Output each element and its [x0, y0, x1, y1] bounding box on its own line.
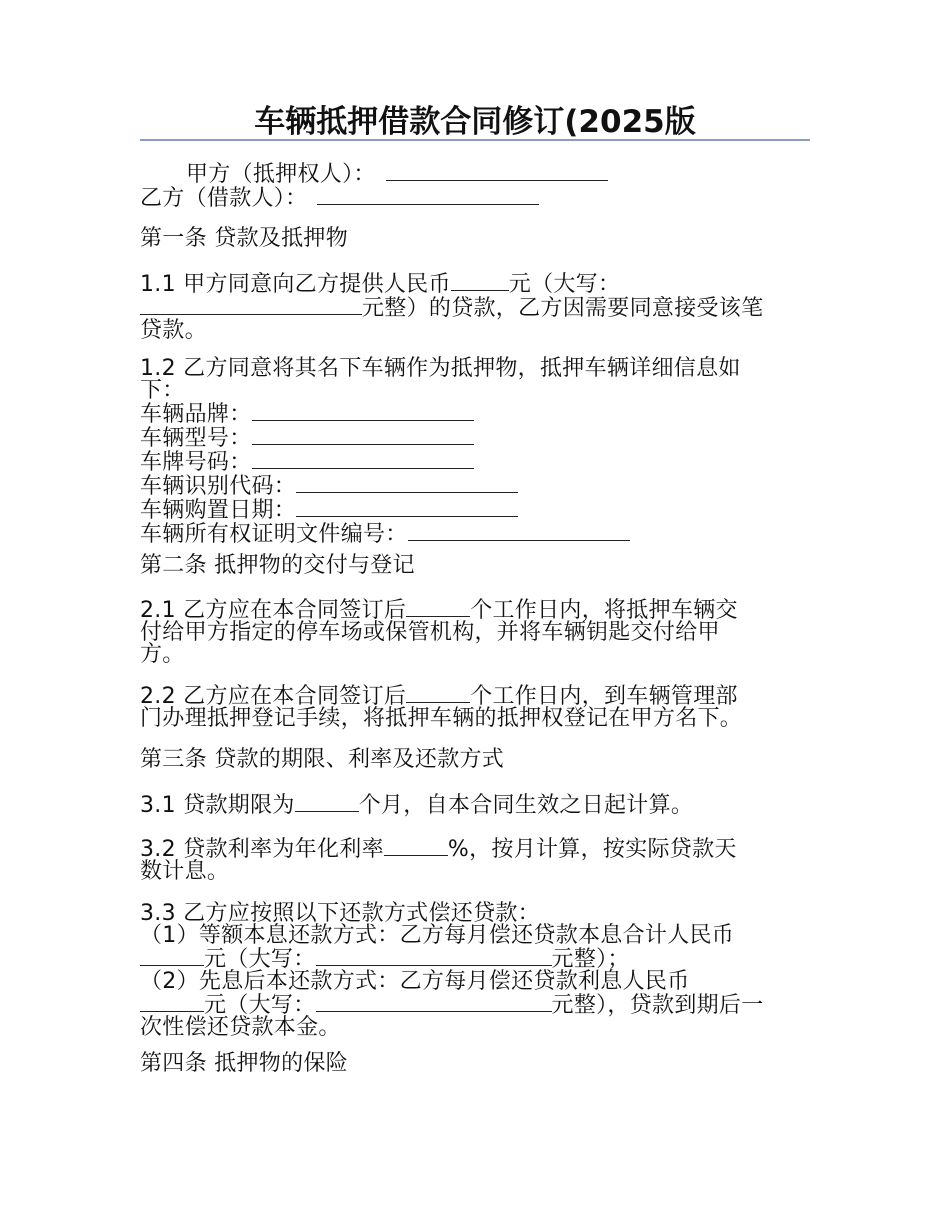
option-2-words-blank — [316, 993, 552, 1012]
field-blank — [296, 474, 518, 493]
field-label: 车辆购置日期： — [140, 498, 297, 523]
field-ownership-doc — [140, 522, 810, 546]
document-title: 车辆抵押借款合同修订(2025版 — [254, 104, 696, 140]
clause-1-1-line2 — [140, 296, 810, 320]
field-purchase-date — [140, 498, 810, 522]
clause-1-2-line1: 1.2 乙方同意将其名下车辆作为抵押物，抵押车辆详细信息如 — [140, 356, 741, 381]
option-1-words-blank — [316, 947, 552, 966]
clause-3-1 — [140, 793, 810, 817]
field-label: 车牌号码： — [140, 450, 252, 475]
clause-1-2 — [140, 358, 810, 402]
option-2-line3: 次性偿还贷款本金。 — [140, 1015, 341, 1040]
option-2-line2 — [140, 993, 810, 1017]
clause-1-1-text-b: 元（大写： — [508, 272, 621, 297]
field-label: 车辆所有权证明文件编号： — [140, 522, 408, 547]
party-a-blank — [386, 162, 608, 181]
amount-blank — [451, 272, 509, 291]
title-underline — [140, 139, 810, 141]
party-b-blank — [317, 186, 539, 205]
option-1-amount-blank — [140, 947, 204, 966]
clause-2-2-text-a: 2.2 乙方应在本合同签订后 — [140, 684, 407, 709]
rate-blank — [384, 837, 448, 856]
party-a-line — [140, 162, 810, 186]
field-label: 车辆品牌： — [140, 402, 252, 427]
option-2-line1: （2）先息后本还款方式：乙方每月偿还贷款利息人民币 — [140, 969, 690, 994]
clause-1-1-line1 — [140, 272, 810, 296]
field-blank — [408, 522, 630, 541]
field-plate-number — [140, 450, 810, 474]
field-blank — [252, 426, 474, 445]
field-label: 车辆型号： — [140, 426, 252, 451]
clause-3-2 — [140, 837, 810, 883]
clause-3-1-text-a: 3.1 贷款期限为 — [140, 793, 295, 818]
clause-2-2-line2: 门办理抵押登记手续，将抵押车辆的抵押权登记在甲方名下。 — [140, 706, 743, 731]
field-vehicle-brand — [140, 402, 810, 426]
clause-3-3-line1: 3.3 乙方应按照以下还款方式偿还贷款： — [140, 901, 540, 926]
clause-1-1-text-a: 1.1 甲方同意向乙方提供人民币 — [140, 272, 451, 297]
clause-3-2-line1 — [140, 837, 810, 861]
option-1-line2 — [140, 947, 810, 971]
option-1-line1: （1）等额本息还款方式：乙方每月偿还贷款本息合计人民币 — [140, 923, 735, 948]
clause-1-1 — [140, 272, 810, 342]
clause-2-1-text-b: 个工作日内，将抵押车辆交 — [470, 598, 738, 623]
field-label: 车辆识别代码： — [140, 474, 297, 499]
field-vehicle-model — [140, 426, 810, 450]
option-2-text-b: 元（大写： — [204, 993, 316, 1018]
vehicle-fields — [140, 402, 810, 546]
clause-3-1-text-b: 个月，自本合同生效之日起计算。 — [358, 793, 694, 818]
party-a-label: 甲方（抵押权人）： — [186, 162, 376, 187]
clause-2-1-line2: 付给甲方指定的停车场或保管机构，并将车辆钥匙交付给甲 — [140, 620, 720, 645]
article4-heading: 第四条 抵押物的保险 — [140, 1051, 348, 1076]
field-blank — [252, 450, 474, 469]
clause-3-2-text-a: 3.2 贷款利率为年化利率 — [140, 837, 384, 862]
clause-1-1-text-c: 元整）的贷款，乙方因需要同意接受该笔 — [362, 296, 764, 321]
article2-heading: 第二条 抵押物的交付与登记 — [140, 553, 415, 578]
field-blank — [252, 402, 474, 421]
days-blank — [406, 684, 470, 703]
clause-1-2-line2: 下： — [140, 378, 185, 403]
article3-heading: 第三条 贷款的期限、利率及还款方式 — [140, 747, 505, 772]
party-b-line — [140, 186, 810, 210]
clause-2-2-text-b: 个工作日内，到车辆管理部 — [470, 684, 738, 709]
article1-heading: 第一条 贷款及抵押物 — [140, 226, 348, 251]
clause-2-1 — [140, 598, 810, 666]
clause-2-2 — [140, 684, 810, 730]
field-vin — [140, 474, 810, 498]
parties-block — [140, 162, 810, 210]
field-blank — [296, 498, 518, 517]
option-1-text-c: 元整）； — [551, 947, 630, 972]
option-1-text-b: 元（大写： — [204, 947, 316, 972]
clause-2-1-line1 — [140, 598, 810, 622]
amount-words-blank — [140, 296, 362, 315]
clause-3-2-line2: 数计息。 — [140, 859, 230, 884]
clause-2-1-line3: 方。 — [140, 642, 185, 667]
days-blank — [406, 598, 470, 617]
months-blank — [295, 793, 359, 812]
party-b-label: 乙方（借款人）： — [140, 186, 308, 211]
clause-2-2-line1 — [140, 684, 810, 708]
option-2-text-c: 元整），贷款到期后一 — [551, 993, 764, 1018]
clause-2-1-text-a: 2.1 乙方应在本合同签订后 — [140, 598, 407, 623]
clause-3-2-text-b: %，按月计算，按实际贷款天 — [447, 837, 737, 862]
clause-3-1-line1 — [140, 793, 810, 817]
clause-1-1-line3: 贷款。 — [140, 318, 207, 343]
option-2-amount-blank — [140, 993, 204, 1012]
clause-3-3 — [140, 903, 810, 1039]
